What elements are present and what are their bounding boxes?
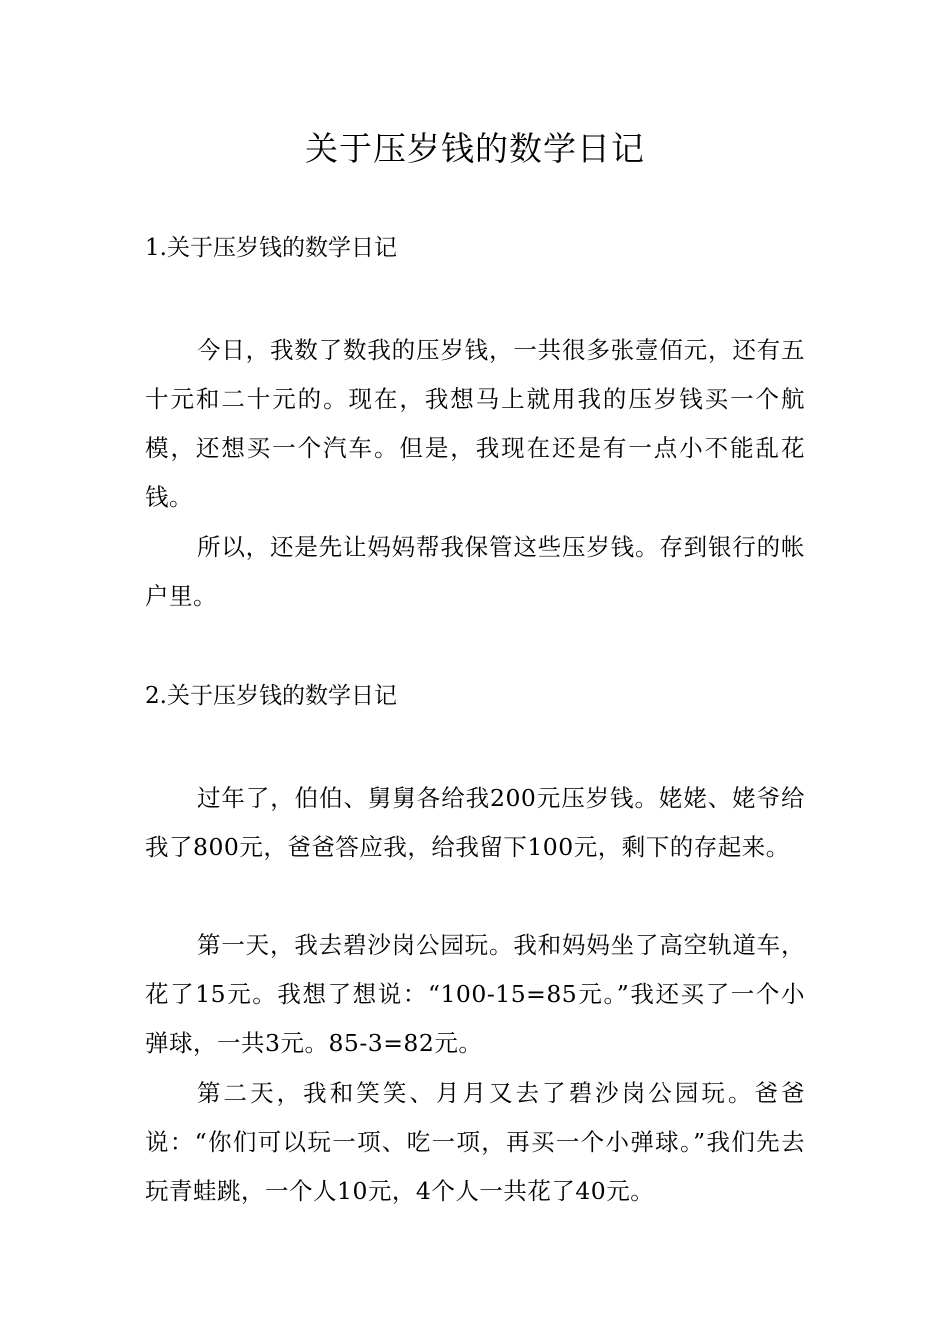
section-1-heading: 1.关于压岁钱的数学日记 (145, 235, 397, 261)
section-2-paragraph-2: 第一天，我去碧沙岗公园玩。我和妈妈坐了高空轨道车，花了15元。我想了想说：“100-15=85元。”我还买了一个小弹球，一共3元。85-3=82元。 (145, 931, 805, 1057)
section-2-heading: 2.关于压岁钱的数学日记 (145, 683, 397, 709)
section-1-paragraph-1: 今日，我数了数我的压岁钱，一共很多张壹佰元，还有五十元和二十元的。现在，我想马上就用我的压岁钱买一个航模，还想买一个汽车。但是，我现在还是有一点小不能乱花钱。 (145, 336, 805, 511)
document-title: 关于压岁钱的数学日记 (305, 129, 645, 168)
section-1-paragraph-2: 所以，还是先让妈妈帮我保管这些压岁钱。存到银行的帐户里。 (145, 533, 805, 610)
section-2-paragraph-1: 过年了，伯伯、舅舅各给我200元压岁钱。姥姥、姥爷给我了800元，爸爸答应我，给我留下100元，剩下的存起来。 (145, 784, 805, 861)
section-2-paragraph-3: 第二天，我和笑笑、月月又去了碧沙岗公园玩。爸爸说：“你们可以玩一项、吃一项，再买一个小弹球。”我们先去玩青蛙跳，一个人10元，4个人一共花了40元。 (145, 1079, 805, 1205)
